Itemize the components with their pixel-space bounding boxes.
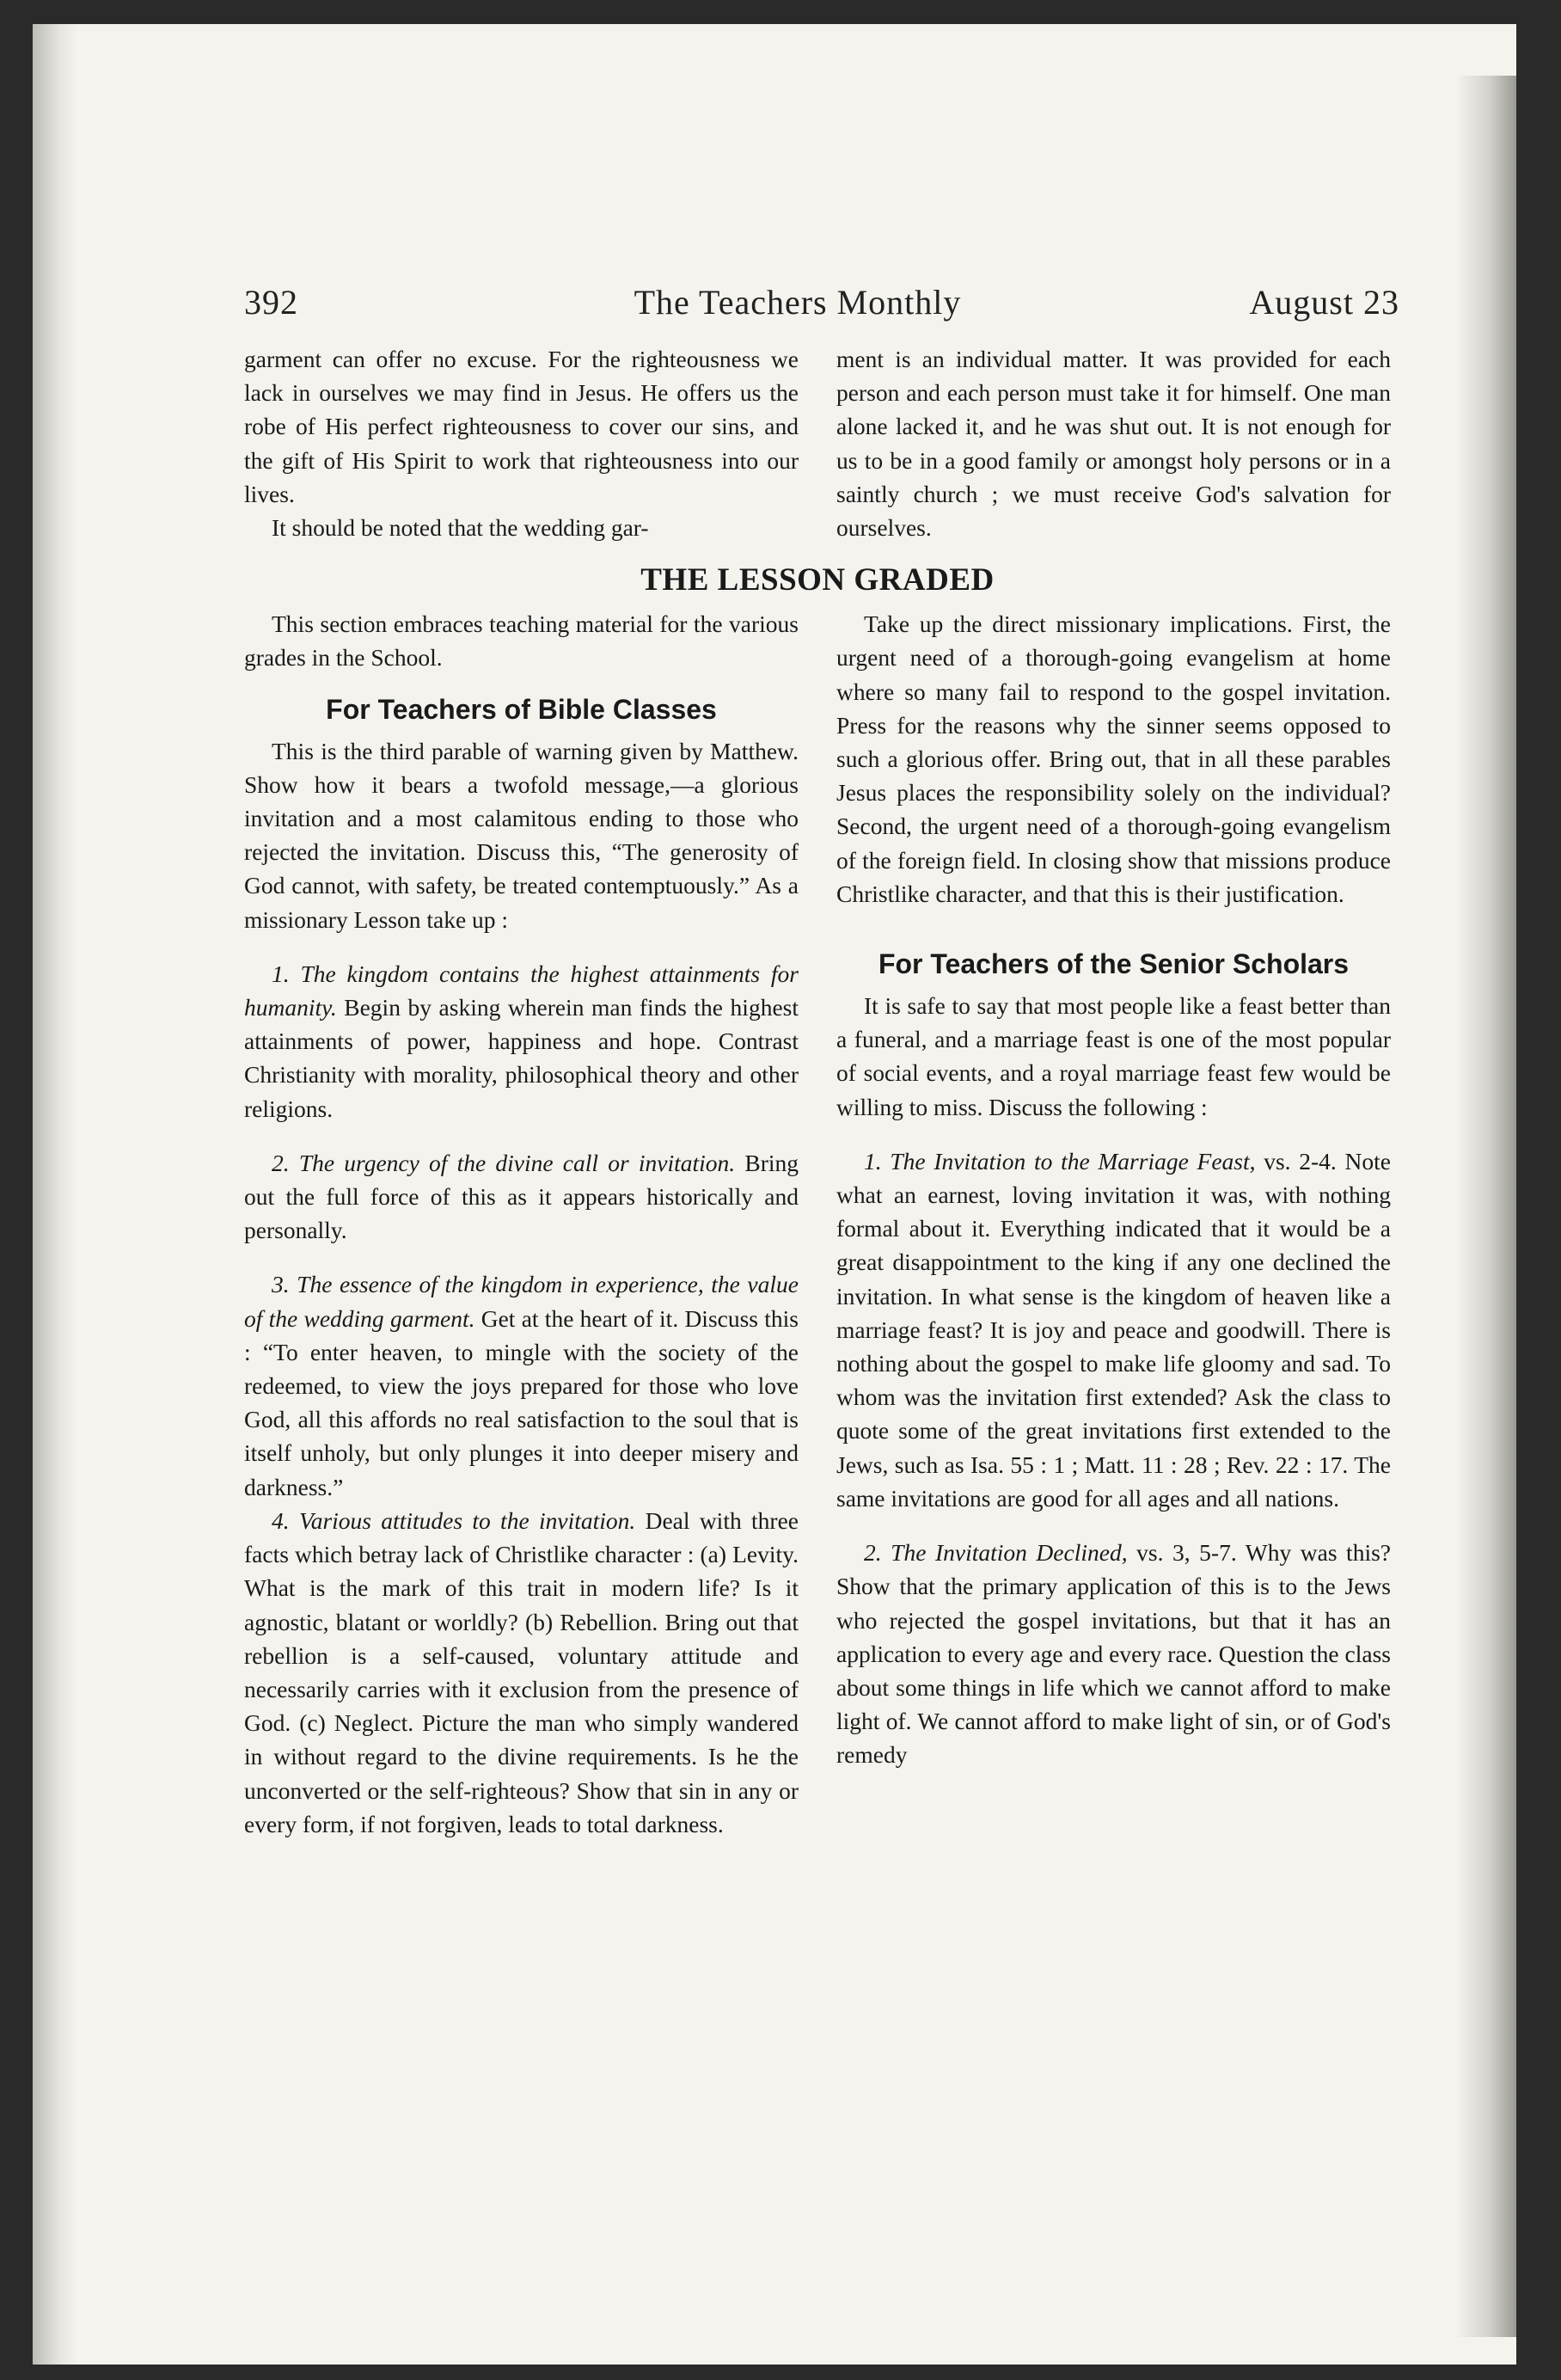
bible-item-1 [244,957,799,1126]
bible-item-4 [244,1504,799,1841]
bible-classes-heading: For Teachers of Bible Classes [326,693,717,725]
bible-item-3-lead: 3. The essence of the kingdom in experience, the value of the wedding garment. [244,1271,799,1332]
journal-title: The Teachers Monthly [634,283,962,322]
senior-item-1-body: vs. 2-4. Note what an earnest, loving invitation it was, with nothing formal about it. Everything indicated that it would be a great disappointment to the king if any one declined the invitation. In what sense is the kingdom of heaven like a marriage feast? It is joy and peace and goodwill. There is nothing about the gospel to make life gloomy and sad. To whom was the invitation first extended? Ask the class to quote some of the great invitations first extended to the Jews, such as Isa. 55 : 1 ; Matt. 11 : 28 ; Rev. 22 : 17. The same invitations are good for all ages and all nations. [836,1147,1391,1512]
bible-item-1-body: Begin by asking wherein man finds the highest attainments of power, happiness and hope. Contrast Christianity with morality, philosophical theory and other religions. [244,994,799,1122]
senior-item-2-body: vs. 3, 5-7. Why was this? Show that the primary application of this is to the Jews who rejected the gospel invitations, but that it has an application to every age and every race. Question the class about some things in life which we cannot afford to make light of. We cannot afford to make light of sin, or of God's remedy [836,1539,1391,1769]
left-column [205,607,799,1841]
bible-item-3-body: Get at the heart of it. Discuss this : “To enter heaven, to mingle with the society of the redeemed, to view the joys prepared for those who love God, all this affords no real satisfaction to the soul that is itself unholy, but only plunges it into deeper misery and darkness.” [244,1304,799,1500]
top-right-column [836,342,1391,544]
page-number: 392 [244,283,298,322]
issue-date: August 23 [1249,283,1399,322]
page [33,24,1516,2365]
section-title: THE LESSON GRADED [640,562,995,598]
intro-paragraph: This section embraces teaching material for the various grades in the School. [244,610,799,672]
running-head [205,282,1399,342]
top-left-paragraph-1: garment can offer no excuse. For the righteousness we lack in ourselves we may find in Jesus. He offers us the robe of His perfect righteousness to cover our sins, and the gift of His Spirit to work that righteousness into our lives. [244,346,799,507]
senior-scholars-heading: For Teachers of the Senior Scholars [878,948,1350,980]
right-column [836,607,1391,1841]
main-columns [205,607,1391,1841]
bible-classes-paragraph: This is the third parable of warning given by Matthew. Show how it bears a twofold message,—a glorious invitation and a most calamitous ending to those who rejected the invitation. Discuss this, “The generosity of God cannot, with safety, be treated contemptuously.” As a missionary Lesson take up : [244,737,799,933]
top-right-paragraph-1: ment is an individual matter. It was provided for each person and each person must take it for himself. One man alone lacked it, and he was shut out. It is not enough for us to be in a good family or amongst holy persons or in a saintly church ; we must receive God's salvation for ourselves. [836,346,1391,542]
bible-item-3 [244,1267,799,1503]
bible-item-2 [244,1146,799,1248]
bible-item-4-lead: 4. Various attitudes to the invitation. [272,1506,636,1534]
top-left-paragraph-2: It should be noted that the wedding gar- [272,514,649,542]
top-columns [205,342,1391,544]
page-edge-shadow [1456,76,1516,2337]
senior-intro-paragraph: It is safe to say that most people like a feast better than a funeral, and a marriage feast is one of the most popular of social events, and a royal marriage feast few would be willing to miss. Discuss the following : [836,992,1391,1120]
missionary-paragraph: Take up the direct missionary implications. First, the urgent need of a thorough-going evangelism at home where so many fail to respond to the gospel invitation. Press for the reasons why the sinner seems opposed to such a glorious offer. Bring out, that in all these parables Jesus places the responsibility solely on the individual? Second, the urgent need of a thorough-going evangelism of the foreign field. In closing show that missions produce Christlike character, and that this is their justification. [836,610,1391,907]
page-binding-shadow [33,24,77,2365]
top-left-column [205,342,799,544]
bible-item-2-lead: 2. The urgency of the divine call or invitation. [272,1149,736,1176]
senior-item-1-lead: 1. The Invitation to the Marriage Feast, [864,1147,1256,1175]
page-content [205,282,1399,1841]
senior-item-2-lead: 2. The Invitation Declined, [864,1539,1128,1567]
bible-item-2-body: Bring out the full force of this as it appears historically and personally. [244,1149,799,1244]
senior-item-2 [836,1536,1391,1771]
bible-item-1-lead: 1. The kingdom contains the highest attainments for humanity. [244,960,799,1021]
bible-item-4-body: Deal with three facts which betray lack of Christlike character : (a) Levity. What is the mark of this trait in modern life? Is it agnostic, blatant or worldly? (b) Rebellion. Bring out that rebellion is a self-caused, voluntary attitude and necessarily carries with it exclusion from the presence of God. (c) Neglect. Picture the man who simply wandered in without regard to the divine requirements. Is he the unconverted or the self-righteous? Show that sin in any or every form, if not forgiven, leads to total darkness. [244,1506,799,1837]
senior-item-1 [836,1144,1391,1515]
